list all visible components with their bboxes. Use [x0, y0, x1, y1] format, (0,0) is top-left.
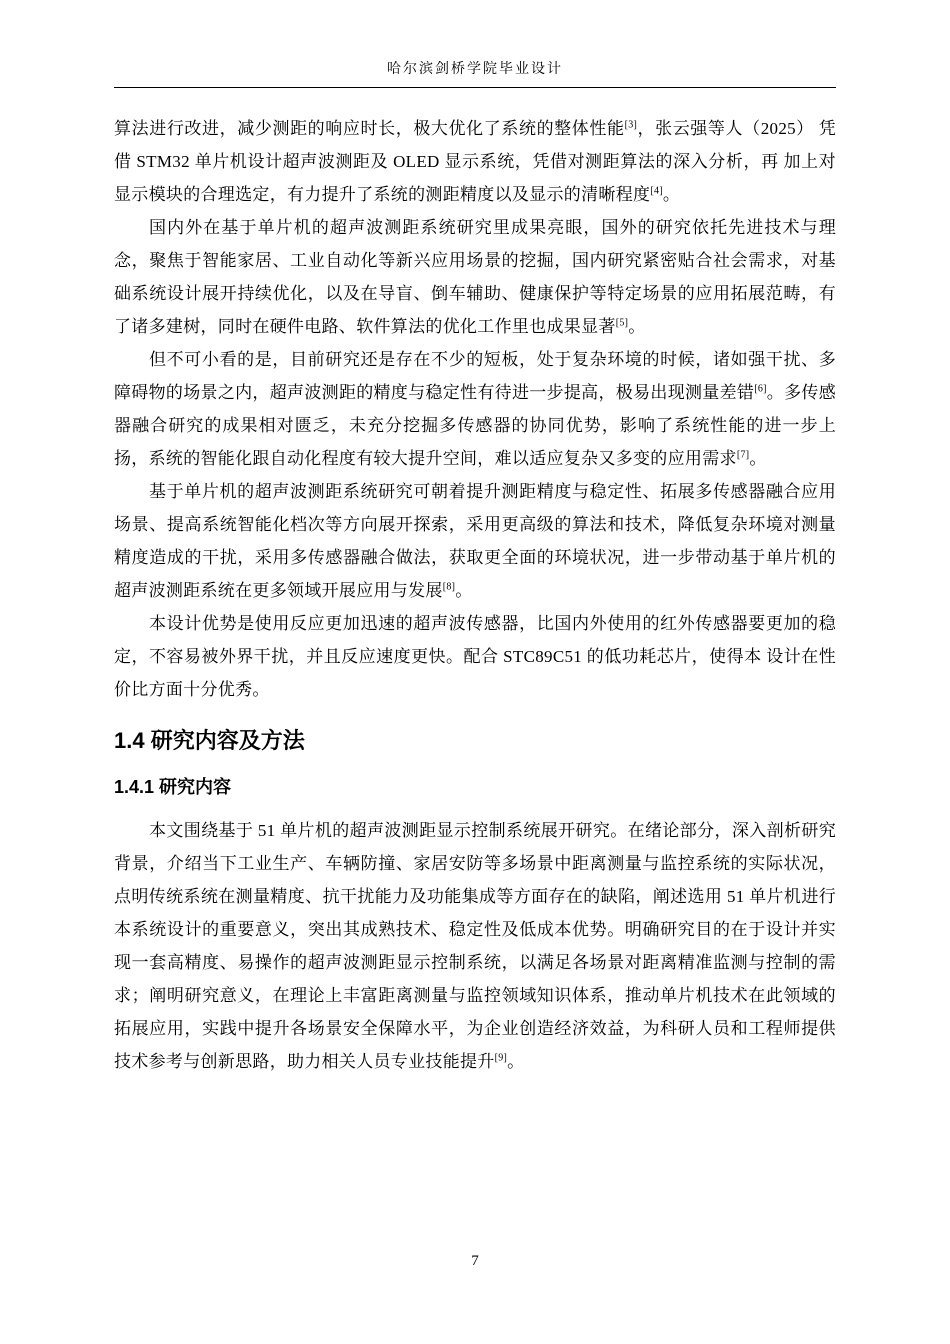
citation-ref: [5] [615, 317, 629, 329]
paragraph-text: 本文围绕基于 51 单片机的超声波测距显示控制系统展开研究。在绪论部分，深入剖析研究背景，介绍当下工业生产、车辆防撞、家居安防等多场景中距离测量与监控系统的实际状况，点明传统系统在测量精度、抗干扰能力及功能集成等方面存在的缺陷，阐述选用 51 单片机进行本系统设计的重要意义，突出其成熟技术、稳定性及低成本优势。明确研究目的在于设计并实现一套高精度、易操作的超声波测距显示控制系统，以满足各场景对距离精准监测与控制的需求；阐明研究意义，在理论上丰富距离测量与监控领域知识体系，推动单片机技术在此领域的拓展应用，实践中提升各场景安全保障水平，为企业创造经济效益，为科研人员和工程师提供技术参考与创新思路，助力相关人员专业技能提升 [114, 821, 836, 1071]
page-footer [0, 1252, 950, 1270]
paragraph-text: 。 [455, 581, 473, 600]
paragraph [114, 112, 836, 211]
header-rule [114, 87, 836, 88]
paragraph-text: 基于单片机的超声波测距系统研究可朝着提升测距精度与稳定性、拓展多传感器融合应用场景、提高系统智能化档次等方向展开探索，采用更高级的算法和技术，降低复杂环境对测量精度造成的干扰，采用多传感器融合做法，获取更全面的环境状况，进一步带动基于单片机的超声波测距系统在更多领域开展应用与发展 [114, 482, 836, 600]
citation-ref: [7] [736, 449, 750, 461]
paragraph-text: 。 [662, 185, 681, 204]
paragraph-text: 。 [628, 317, 646, 336]
citation-ref: [6] [754, 383, 767, 395]
paragraph-text: 算法进行改进，减少测距的响应时长，极大优化了系统的整体性能 [114, 119, 625, 138]
citation-ref: [8] [442, 581, 456, 593]
paragraph [114, 343, 836, 475]
paragraph-text: 。 [507, 1052, 525, 1071]
paragraph-text: 。多传感器融合研究的成果相对匮乏，未充分挖掘多传感器的协同优势，影响了系统性能的进一步上扬，系统的智能化跟自动化程度有较大提升空间，难以适应复杂又多变的应用需求 [114, 383, 836, 468]
paragraph-text: 本设计优势是使用反应更加迅速的超声波传感器，比国内外使用的红外传感器要更加的稳定，不容易被外界干扰，并且反应速度更快。配合 STC89C51 的低功耗芯片，使得本 设计在性价比方面十分优秀。 [114, 614, 836, 699]
paragraph [114, 475, 836, 607]
citation-ref: [3] [624, 119, 638, 131]
citation-ref: [9] [494, 1052, 508, 1064]
paragraph-text: ，张云强等人（2025） 凭借 STM32 单片机设计超声波测距及 OLED 显示系统，凭借对测距算法的深入分析，再 加上对显示模块的合理选定，有力提升了系统的测距精度以及显示的清晰程度 [114, 119, 836, 204]
page-header [114, 58, 836, 88]
paragraph [114, 814, 836, 1078]
section-heading: 1.4 研究内容及方法 [114, 728, 305, 753]
paragraph-text: 国内外在基于单片机的超声波测距系统研究里成果亮眼，国外的研究依托先进技术与理念，聚焦于智能家居、工业自动化等新兴应用场景的挖掘，国内研究紧密贴合社会需求，对基础系统设计展开持续优化，以及在导盲、倒车辅助、健康保护等特定场景的应用拓展范畴，有了诸多建树，同时在硬件电路、软件算法的优化工作里也成果显著 [114, 218, 836, 336]
paragraph-text: 。 [749, 449, 767, 468]
paragraph-text: 但不可小看的是，目前研究还是存在不少的短板，处于复杂环境的时候，诸如强干扰、多障碍物的场景之内，超声波测距的精度与稳定性有待进一步提高，极易出现测量差错 [114, 350, 836, 402]
subsection-heading: 1.4.1 研究内容 [114, 777, 232, 797]
paragraph [114, 607, 836, 706]
page-number: 7 [471, 1253, 479, 1269]
document-body [114, 112, 836, 1078]
header-title: 哈尔滨剑桥学院毕业设计 [387, 62, 563, 77]
paragraph [114, 211, 836, 343]
citation-ref: [4] [650, 185, 663, 197]
